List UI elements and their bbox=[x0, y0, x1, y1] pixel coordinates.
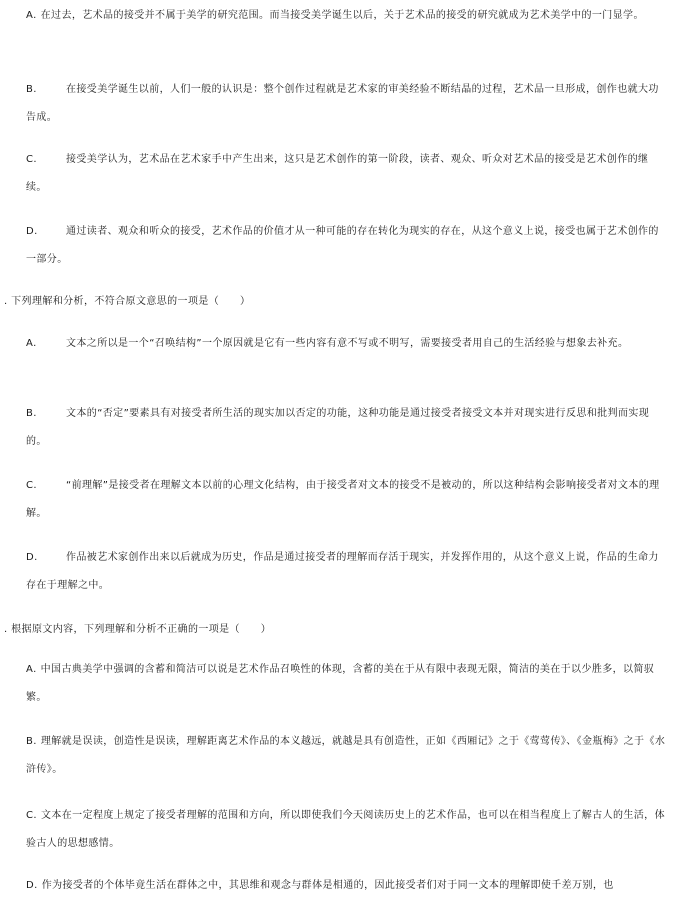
option-label: B. bbox=[26, 84, 37, 95]
option-q1-c bbox=[26, 146, 666, 202]
option-label: C. bbox=[26, 480, 37, 491]
option-q1-b bbox=[26, 76, 666, 132]
option-label: D. bbox=[26, 880, 38, 891]
option-q1-a bbox=[26, 2, 666, 30]
option-label: C. bbox=[26, 154, 37, 165]
option-text: 通过读者、观众和听众的接受，艺术作品的价值才从一种可能的存在转化为现实的存在，从这个意义上说，接受也属于艺术创作的一部分。 bbox=[26, 226, 659, 265]
option-text: 文本之所以是一个“召唤结构”一个原因就是它有一些内容有意不写或不明写，需要接受者用自己的生活经验与想象去补充。 bbox=[66, 338, 629, 349]
option-text: 作品被艺术家创作出来以后就成为历史，作品是通过接受者的理解而存活于现实，并发挥作用的，从这个意义上说，作品的生命力存在于理解之中。 bbox=[26, 552, 659, 591]
option-text: 作为接受者的个体毕竟生活在群体之中，其思维和观念与群体是相通的，因此接受者们对于同一文本的理解即使千差万别，也 bbox=[41, 880, 614, 891]
option-q2-c bbox=[26, 472, 666, 528]
option-text: 理解就是误读，创造性是误读，理解距离艺术作品的本义越远，就越是具有创造性，正如《西厢记》之于《莺莺传》、《金瓶梅》之于《水浒传》。 bbox=[26, 736, 666, 775]
option-q3-a bbox=[26, 656, 666, 712]
option-text: 文本在一定程度上规定了接受者理解的范围和方向，所以即使我们今天阅读历史上的艺术作品，也可以在相当程度上了解古人的生活，体验古人的思想感情。 bbox=[26, 810, 665, 849]
question-3-stem: . 根据原文内容，下列理解和分析不正确的一项是（ ） bbox=[4, 624, 272, 635]
option-label: B. bbox=[26, 736, 37, 747]
option-label: A. bbox=[26, 338, 37, 349]
option-text: 接受美学认为，艺术品在艺术家手中产生出来，这只是艺术创作的第一阶段，读者、观众、听众对艺术品的接受是艺术创作的继续。 bbox=[26, 154, 649, 193]
option-text: 在过去，艺术品的接受并不属于美学的研究范围。而当接受美学诞生以后，关于艺术品的接受的研究就成为艺术美学中的一门显学。 bbox=[40, 10, 644, 21]
option-q2-d bbox=[26, 544, 666, 600]
option-label: D. bbox=[26, 552, 38, 563]
option-text: 中国古典美学中强调的含蓄和简洁可以说是艺术作品召唤性的体现，含蓄的美在于从有限中表现无限，简洁的美在于以少胜多，以简驭繁。 bbox=[26, 664, 655, 703]
option-text: 在接受美学诞生以前，人们一般的认识是：整个创作过程就是艺术家的审美经验不断结晶的过程，艺术品一旦形成，创作也就大功告成。 bbox=[26, 84, 659, 123]
option-label: A. bbox=[26, 10, 37, 21]
option-q3-d bbox=[26, 872, 666, 900]
option-label: D. bbox=[26, 226, 38, 237]
question-2-stem: . 下列理解和分析，不符合原文意思的一项是（ ） bbox=[4, 296, 251, 307]
option-q2-b bbox=[26, 400, 666, 456]
option-text: “前理解”是接受者在理解文本以前的心理文化结构，由于接受者对文本的接受不是被动的，所以这种结构会影响接受者对文本的理解。 bbox=[26, 480, 660, 519]
option-label: A. bbox=[26, 664, 37, 675]
option-q2-a bbox=[26, 330, 666, 358]
option-q1-d bbox=[26, 218, 666, 274]
option-q3-b bbox=[26, 728, 666, 784]
option-text: 文本的“否定”要素具有对接受者所生活的现实加以否定的功能，这种功能是通过接受者接受文本并对现实进行反思和批判而实现的。 bbox=[26, 408, 650, 447]
option-label: C. bbox=[26, 810, 37, 821]
option-q3-c bbox=[26, 802, 666, 858]
option-label: B. bbox=[26, 408, 37, 419]
